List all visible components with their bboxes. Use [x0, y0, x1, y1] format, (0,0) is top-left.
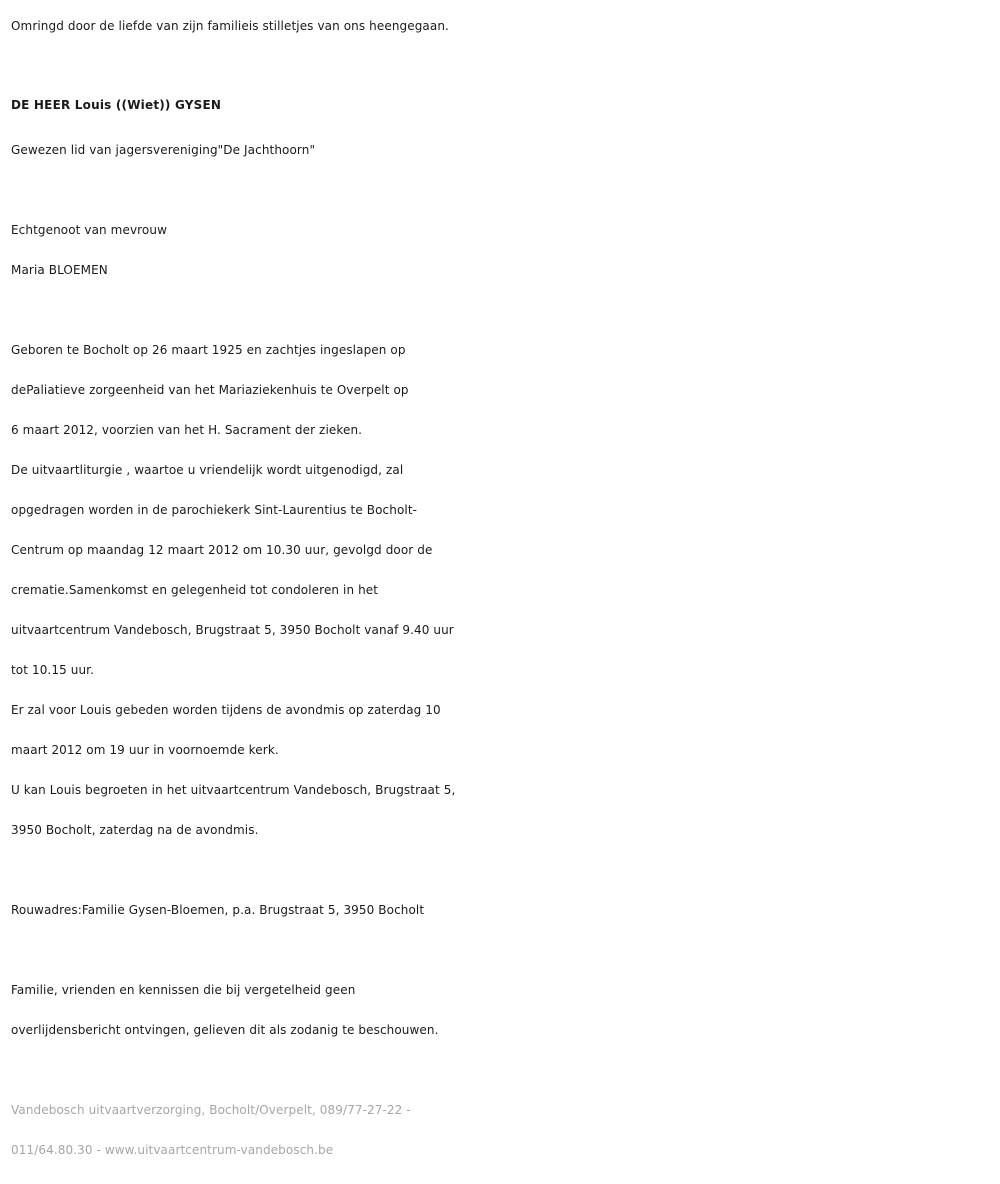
body-paragraph [11, 330, 991, 850]
footer-line: 011/64.80.30 - www.uitvaartcentrum-vandebosch.be [11, 1143, 334, 1157]
body-line: 3950 Bocholt, zaterdag na de avondmis. [11, 823, 259, 837]
subtitle-text: Gewezen lid van jagersvereniging"De Jachthoorn" [11, 143, 316, 157]
body-line: Geboren te Bocholt op 26 maart 1925 en zachtjes ingeslapen op [11, 343, 406, 357]
body-line: 6 maart 2012, voorzien van het H. Sacrament der zieken. [11, 423, 363, 437]
intro-text: Omringd door de liefde van zijn familieis stilletjes van ons heengegaan. [11, 19, 449, 33]
body-line: U kan Louis begroeten in het uitvaartcentrum Vandebosch, Brugstraat 5, [11, 783, 456, 797]
deceased-name-heading: DE HEER Louis ((Wiet)) GYSEN [11, 98, 222, 112]
spacer [11, 290, 991, 330]
spacer [11, 930, 991, 970]
body-line: opgedragen worden in de parochiekerk Sint-Laurentius te Bocholt- [11, 503, 418, 517]
body-line: Centrum op maandag 12 maart 2012 om 10.30 uur, gevolgd door de [11, 543, 433, 557]
body-line: tot 10.15 uur. [11, 663, 94, 677]
spouse-line: Maria BLOEMEN [11, 263, 108, 277]
body-line: uitvaartcentrum Vandebosch, Brugstraat 5, 3950 Bocholt vanaf 9.40 uur [11, 623, 454, 637]
body-line: Er zal voor Louis gebeden worden tijdens de avondmis op zaterdag 10 [11, 703, 441, 717]
footer-line: Vandebosch uitvaartverzorging, Bocholt/Overpelt, 089/77-27-22 - [11, 1103, 411, 1117]
death-notice [11, 0, 991, 1170]
spacer [11, 1050, 991, 1090]
body-line: maart 2012 om 19 uur in voornoemde kerk. [11, 743, 279, 757]
mourning-address: Rouwadres:Familie Gysen-Bloemen, p.a. Brugstraat 5, 3950 Bocholt [11, 903, 425, 917]
body-line: crematie.Samenkomst en gelegenheid tot condoleren in het [11, 583, 379, 597]
spacer [11, 850, 991, 890]
spouse-line: Echtgenoot van mevrouw [11, 223, 167, 237]
closing-paragraph [11, 970, 991, 1050]
spouse-block [11, 210, 991, 290]
body-line: De uitvaartliturgie , waartoe u vriendelijk wordt uitgenodigd, zal [11, 463, 404, 477]
closing-line: overlijdensbericht ontvingen, gelieven dit als zodanig te beschouwen. [11, 1023, 439, 1037]
spacer [11, 170, 991, 210]
body-line: dePaliatieve zorgeenheid van het Mariaziekenhuis te Overpelt op [11, 383, 409, 397]
funeral-home-footer [11, 1090, 991, 1170]
closing-line: Familie, vrienden en kennissen die bij vergetelheid geen [11, 983, 356, 997]
